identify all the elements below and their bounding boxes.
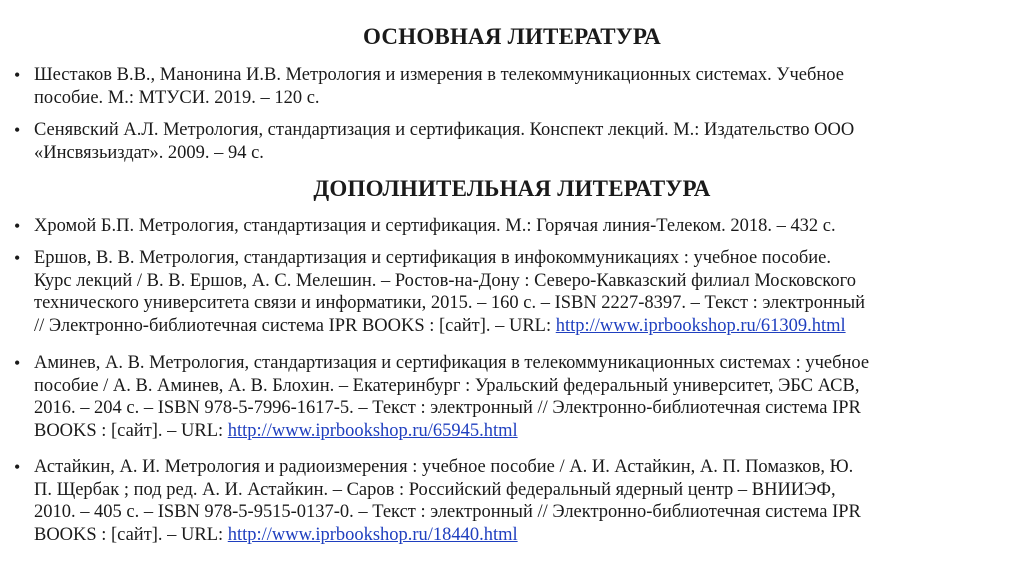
extra-literature-heading: ДОПОЛНИТЕЛЬНАЯ ЛИТЕРАТУРА (313, 176, 711, 201)
main-entry-1-line-2: пособие. М.: МТУСИ. 2019. – 120 с. (34, 86, 320, 108)
extra-entry-2-text (34, 247, 1010, 337)
bullet-icon: • (14, 120, 21, 140)
extra-entry-2 (14, 247, 1010, 337)
extra-entry-4-line-2: П. Щербак ; под ред. А. И. Астайкин. – Саров : Российский федеральный ядерный центр – ВНИИЭФ, (34, 478, 836, 500)
bullet-icon: • (14, 65, 21, 85)
extra-entry-4-text (34, 456, 1010, 546)
extra-entry-3-line-4 (34, 420, 1004, 443)
iprbookshop-65945-link[interactable]: http://www.iprbookshop.ru/65945.html (227, 419, 518, 441)
extra-entry-2-line-2: Курс лекций / В. В. Ершов, А. С. Мелешин. – Ростов-на-Дону : Северо-Кавказский филиал Московского (34, 269, 856, 291)
extra-entry-3-line-4-text: BOOKS : [сайт]. – URL: (34, 419, 228, 441)
main-entry-2-text (34, 119, 1010, 164)
extra-entry-1 (14, 215, 1010, 238)
bullet-icon: • (14, 248, 21, 268)
main-entry-1 (14, 64, 1010, 109)
bullet-icon: • (14, 353, 21, 373)
extra-entry-1-text (34, 215, 1010, 238)
extra-entry-2-line-3: технического университета связи и информатики, 2015. – 160 с. – ISBN 2227-8397. – Текст : электронный (34, 292, 866, 313)
extra-entry-3-line-2: пособие / А. В. Аминев, А. В. Блохин. – Екатеринбург : Уральский федеральный университет, ЭБС АСВ, (34, 374, 860, 396)
extra-entry-4 (14, 456, 1010, 546)
bullet-icon: • (14, 457, 21, 477)
extra-entry-3-line-3: 2016. – 204 с. – ISBN 978-5-7996-1617-5. – Текст : электронный // Электронно-библиотечная система IPR (34, 397, 861, 418)
extra-entry-3-text (34, 352, 1010, 442)
main-literature-heading: ОСНОВНАЯ ЛИТЕРАТУРА (363, 24, 661, 49)
main-entry-2-line-2: «Инсвязьиздат». 2009. – 94 с. (34, 141, 264, 163)
extra-entry-1-line-1: Хромой Б.П. Метрология, стандартизация и сертификация. М.: Горячая линия-Телеком. 2018. – 432 с. (34, 215, 836, 236)
extra-entry-4-line-1: Астайкин, А. И. Метрология и радиоизмерения : учебное пособие / А. И. Астайкин, А. П. Помазков, Ю. (34, 456, 854, 477)
extra-entry-4-line-3: 2010. – 405 с. – ISBN 978-5-9515-0137-0. – Текст : электронный // Электронно-библиотечная система IPR (34, 501, 861, 522)
main-entry-1-text (34, 64, 1010, 109)
extra-entry-4-line-4-text: BOOKS : [сайт]. – URL: (34, 523, 228, 545)
main-entry-2 (14, 119, 1010, 164)
extra-entry-4-line-4 (34, 524, 1004, 547)
iprbookshop-18440-link[interactable]: http://www.iprbookshop.ru/18440.html (227, 523, 518, 545)
iprbookshop-61309-link[interactable]: http://www.iprbookshop.ru/61309.html (555, 314, 846, 336)
extra-entry-3-line-1: Аминев, А. В. Метрология, стандартизация и сертификация в телекоммуникационных системах : учебное (34, 352, 870, 373)
extra-entry-2-line-1: Ершов, В. В. Метрология, стандартизация и сертификация в инфокоммуникациях : учебное пособие. (34, 247, 831, 268)
extra-entry-2-line-4-text: // Электронно-библиотечная система IPR BOOKS : [сайт]. – URL: (34, 314, 556, 336)
main-entry-2-line-1: Сенявский А.Л. Метрология, стандартизация и сертификация. Конспект лекций. М.: Издательство ООО (34, 119, 855, 140)
extra-entry-2-line-4 (34, 315, 1004, 338)
extra-entry-3 (14, 352, 1010, 442)
main-entry-1-line-1: Шестаков В.В., Манонина И.В. Метрология и измерения в телекоммуникационных системах. Учебное (34, 64, 844, 85)
bullet-icon: • (14, 216, 21, 236)
